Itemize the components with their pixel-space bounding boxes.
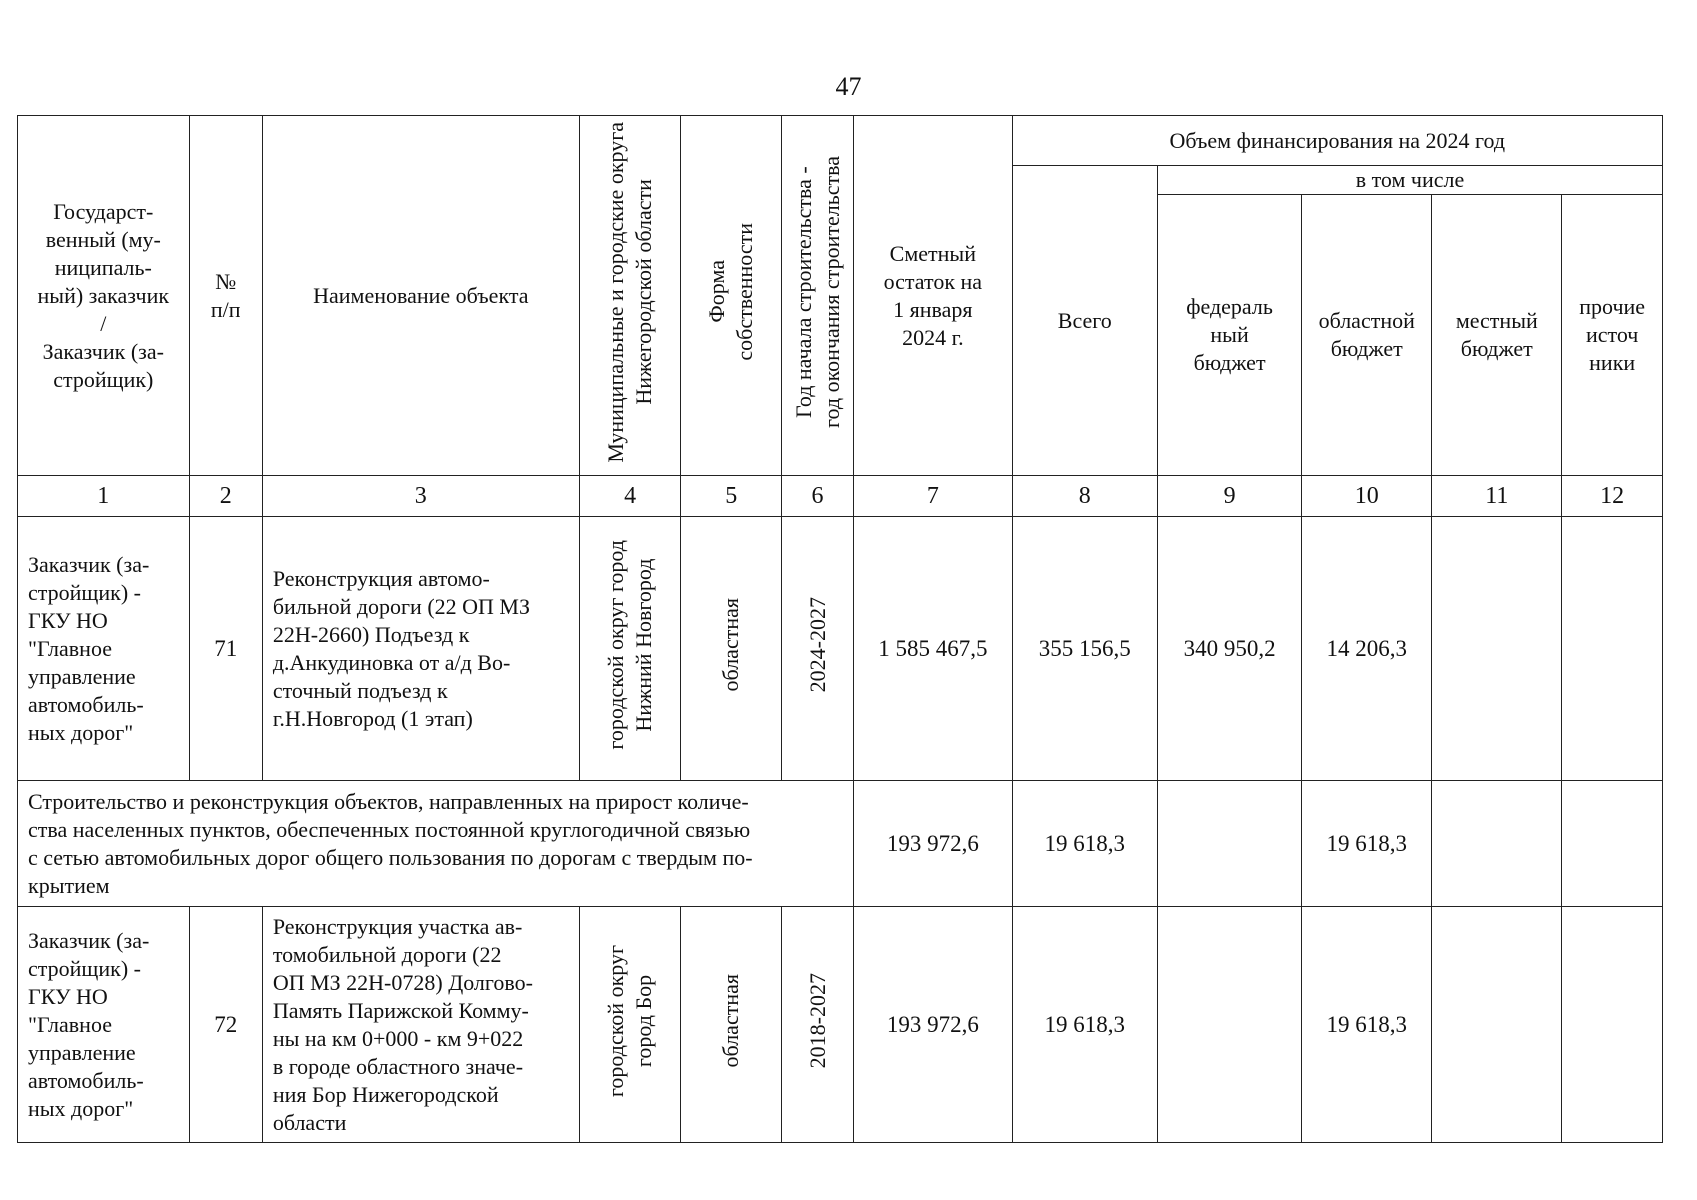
column-number: 4 bbox=[579, 476, 681, 517]
row-federal bbox=[1157, 907, 1301, 1143]
section-row bbox=[18, 781, 1663, 907]
section-regional: 19 618,3 bbox=[1302, 781, 1432, 907]
section-total: 19 618,3 bbox=[1012, 781, 1157, 907]
header-municipality: Муниципальные и городские округа Нижегородской области bbox=[579, 116, 681, 476]
column-number: 2 bbox=[189, 476, 262, 517]
row-federal: 340 950,2 bbox=[1157, 517, 1301, 781]
row-ownership: областная bbox=[681, 907, 782, 1143]
row-customer: Заказчик (за- стройщик) - ГКУ НО "Главное управление автомобиль- ных дорог" bbox=[18, 907, 190, 1143]
section-federal bbox=[1157, 781, 1301, 907]
header-funding-group: Объем финансирования на 2024 год bbox=[1012, 116, 1662, 166]
row-years: 2024-2027 bbox=[781, 517, 853, 781]
row-customer: Заказчик (за- стройщик) - ГКУ НО "Главное управление автомобиль- ных дорог" bbox=[18, 517, 190, 781]
row-municipality: городской округ город Бор bbox=[579, 907, 681, 1143]
header-balance: Сметный остаток на 1 января 2024 г. bbox=[854, 116, 1012, 476]
column-number: 1 bbox=[18, 476, 190, 517]
section-local bbox=[1432, 781, 1562, 907]
row-local bbox=[1432, 517, 1562, 781]
header-number: № п/п bbox=[189, 116, 262, 476]
header-customer: Государст- венный (му- ниципаль- ный) заказчик / Заказчик (за- стройщик) bbox=[18, 116, 190, 476]
table-row bbox=[18, 907, 1663, 1143]
column-number: 12 bbox=[1562, 476, 1663, 517]
header-other: прочие источ ники bbox=[1562, 195, 1663, 476]
row-local bbox=[1432, 907, 1562, 1143]
row-other bbox=[1562, 907, 1663, 1143]
row-balance: 1 585 467,5 bbox=[854, 517, 1012, 781]
row-object-name: Реконструкция участка ав- томобильной дороги (22 ОП МЗ 22Н-0728) Долгово- Память Парижской Комму- ны на км 0+000 - км 9+022 в городе областного значе- ния Бор Нижегородской области bbox=[262, 907, 579, 1143]
header-regional: областной бюджет bbox=[1302, 195, 1432, 476]
column-number: 8 bbox=[1012, 476, 1157, 517]
row-balance: 193 972,6 bbox=[854, 907, 1012, 1143]
column-number: 11 bbox=[1432, 476, 1562, 517]
row-total: 19 618,3 bbox=[1012, 907, 1157, 1143]
section-balance: 193 972,6 bbox=[854, 781, 1012, 907]
row-other bbox=[1562, 517, 1663, 781]
page-number: 47 bbox=[835, 72, 862, 101]
row-municipality: городской округ город Нижний Новгород bbox=[579, 517, 681, 781]
column-number: 10 bbox=[1302, 476, 1432, 517]
row-object-name: Реконструкция автомо- бильной дороги (22 ОП МЗ 22Н-2660) Подъезд к д.Анкудиновка от а/д Во- сточный подъезд к г.Н.Новгород (1 этап) bbox=[262, 517, 579, 781]
header-including: в том числе bbox=[1157, 166, 1662, 195]
column-number-row bbox=[18, 476, 1663, 517]
header-object-name: Наименование объекта bbox=[262, 116, 579, 476]
row-regional: 19 618,3 bbox=[1302, 907, 1432, 1143]
header-years: Год начала строительства - год окончания строительства bbox=[781, 116, 853, 476]
header-row bbox=[18, 116, 1663, 166]
section-other bbox=[1562, 781, 1663, 907]
column-number: 3 bbox=[262, 476, 579, 517]
column-number: 9 bbox=[1157, 476, 1301, 517]
row-ownership: областная bbox=[681, 517, 782, 781]
section-title: Строительство и реконструкция объектов, направленных на прирост количе- ства населенных пунктов, обеспеченных постоянной круглогодичной связью с сетью автомобильных дорог общего пользования по дорогам с твердым по- крытием bbox=[18, 781, 854, 907]
table-row bbox=[18, 517, 1663, 781]
row-total: 355 156,5 bbox=[1012, 517, 1157, 781]
row-years: 2018-2027 bbox=[781, 907, 853, 1143]
row-regional: 14 206,3 bbox=[1302, 517, 1432, 781]
column-number: 6 bbox=[781, 476, 853, 517]
header-total: Всего bbox=[1012, 166, 1157, 476]
funding-table bbox=[17, 115, 1663, 1143]
column-number: 5 bbox=[681, 476, 782, 517]
column-number: 7 bbox=[854, 476, 1012, 517]
row-number: 71 bbox=[189, 517, 262, 781]
header-local: местный бюджет bbox=[1432, 195, 1562, 476]
header-ownership: Форма собственности bbox=[681, 116, 782, 476]
row-number: 72 bbox=[189, 907, 262, 1143]
header-federal: федераль ный бюджет bbox=[1157, 195, 1301, 476]
